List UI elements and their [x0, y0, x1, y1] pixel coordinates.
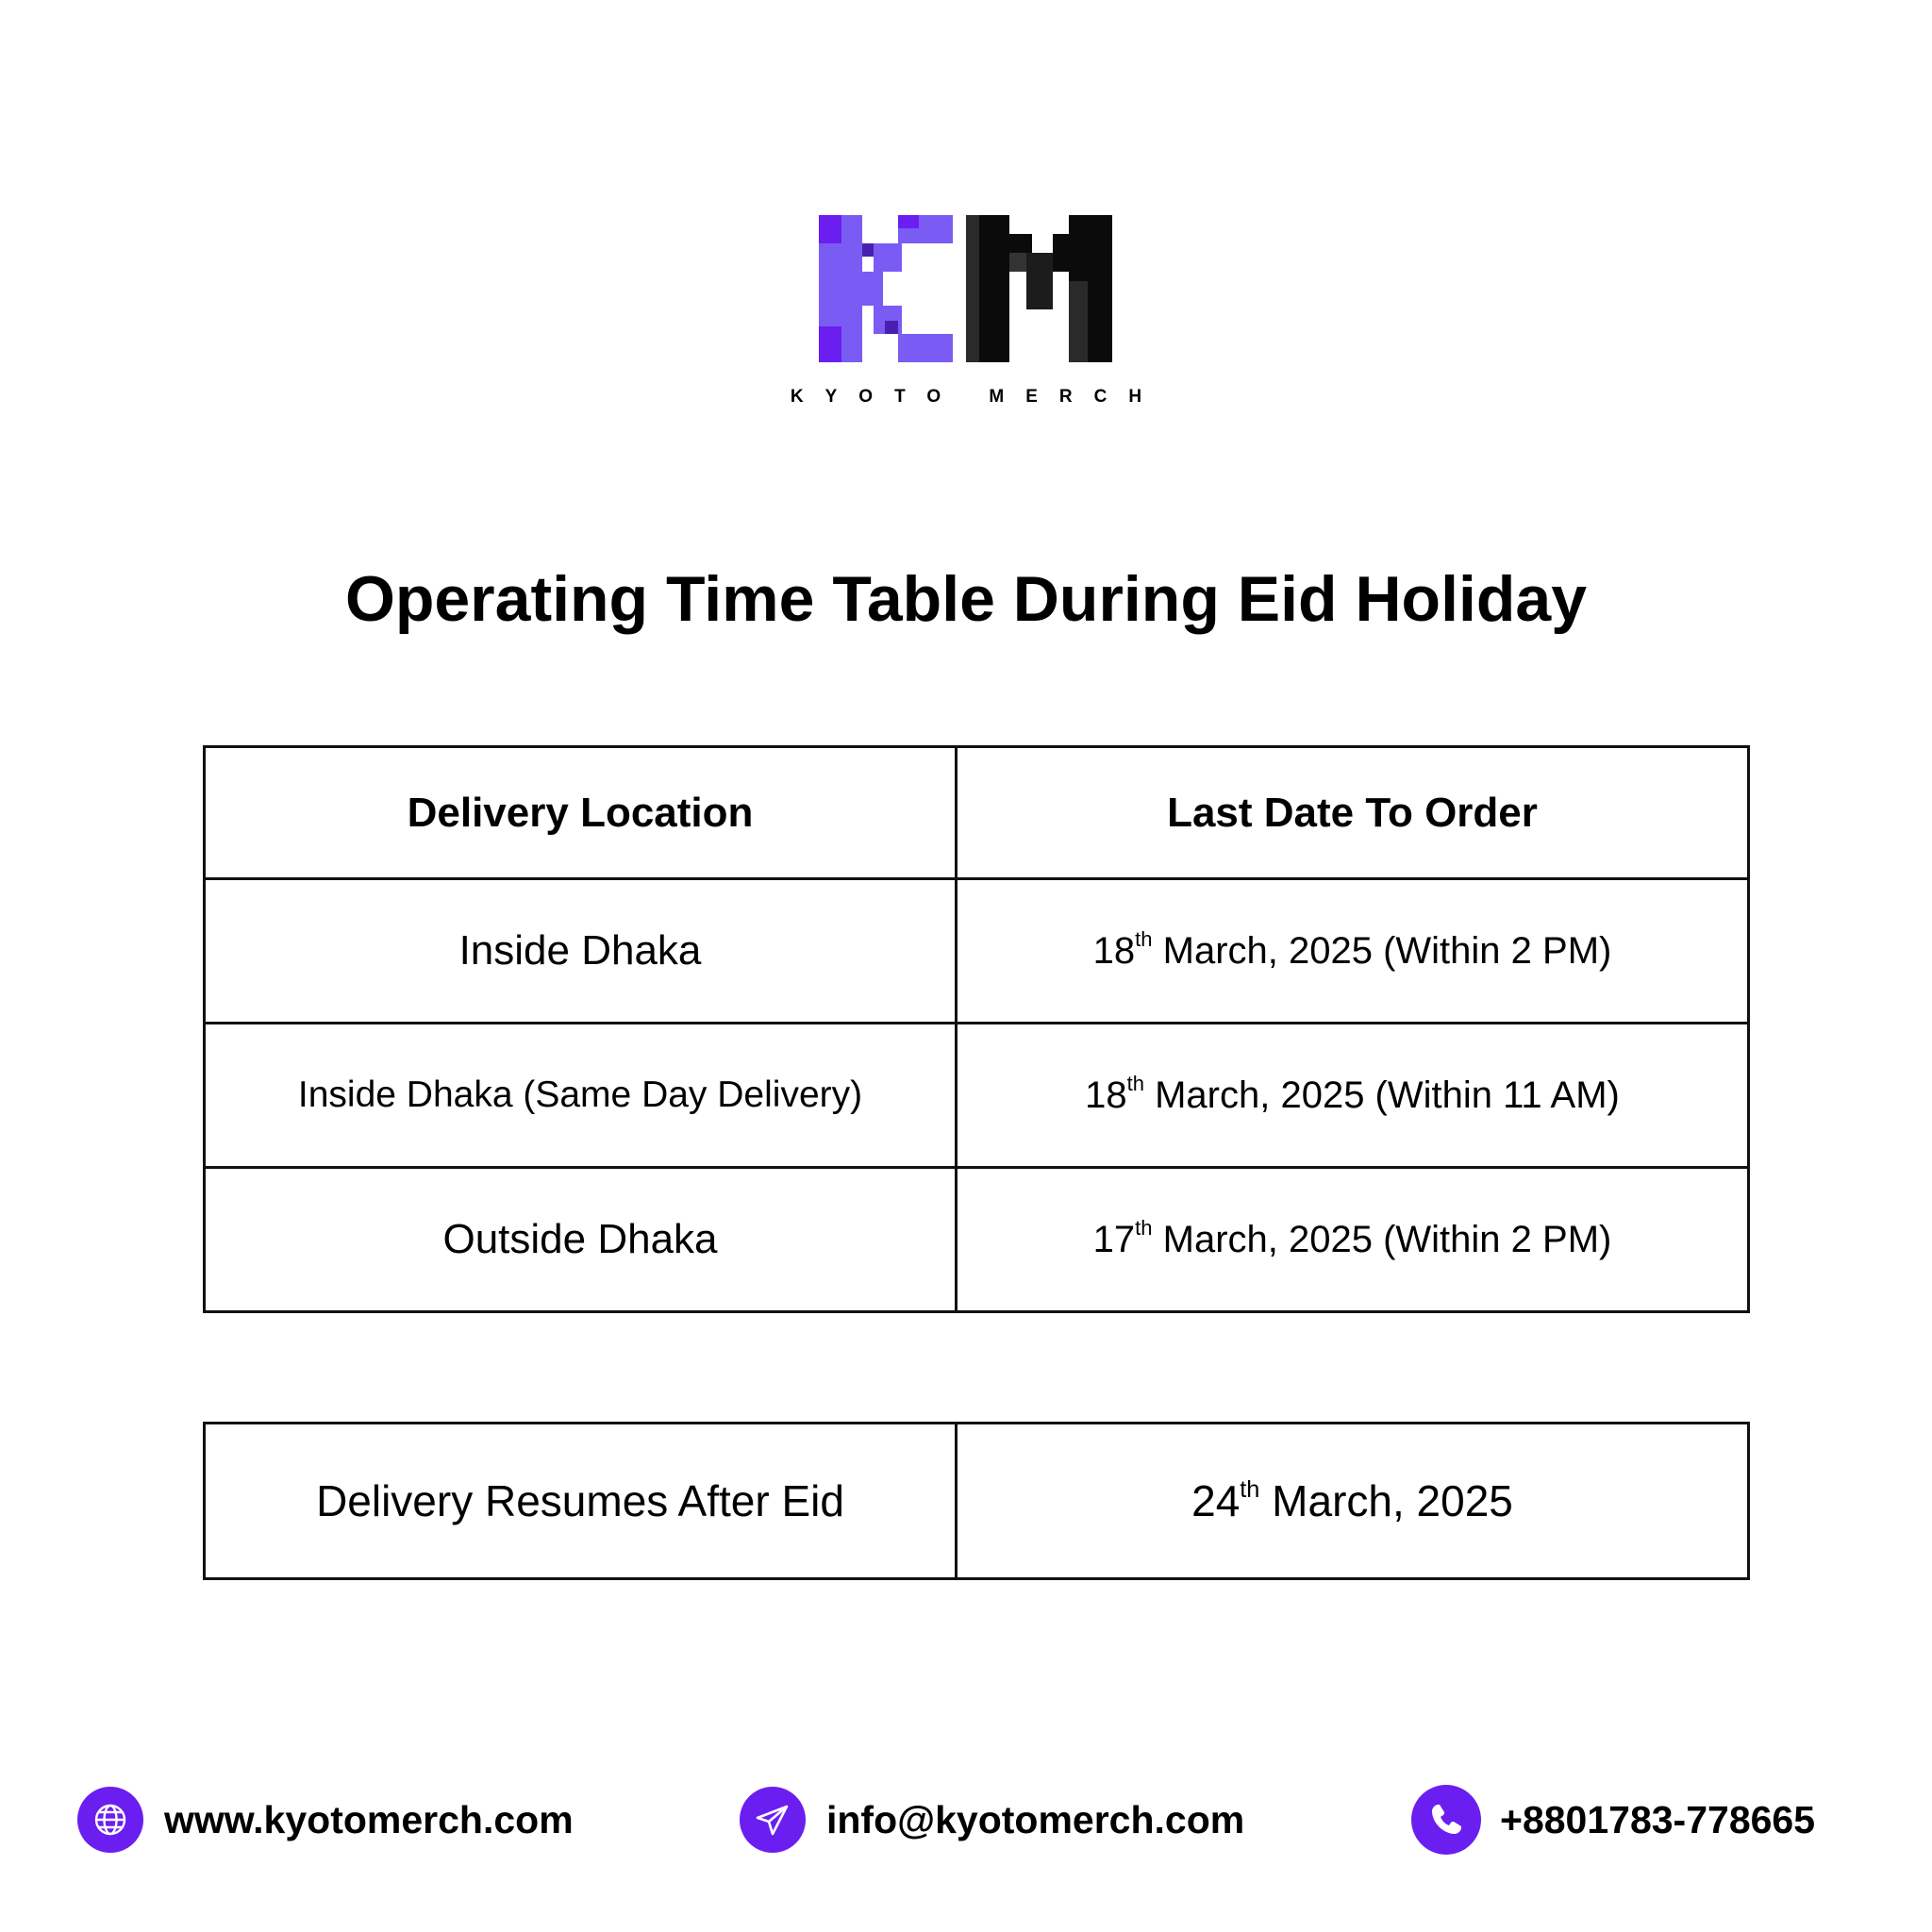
date-cell: 18th March, 2025 (Within 11 AM) — [957, 1024, 1749, 1168]
table-row — [205, 879, 1749, 1024]
location-cell: Inside Dhaka (Same Day Delivery) — [205, 1024, 957, 1168]
table-row — [205, 1168, 1749, 1312]
phone-number[interactable]: +8801783-778665 — [1500, 1797, 1816, 1841]
resume-date-cell: 24th March, 2025 — [957, 1424, 1749, 1579]
footer-email[interactable] — [740, 1785, 1244, 1855]
brand-logo — [819, 215, 1112, 362]
date-cell: 18th March, 2025 (Within 2 PM) — [957, 879, 1749, 1024]
footer-website[interactable] — [77, 1785, 574, 1855]
globe-icon — [77, 1787, 143, 1853]
header-delivery-location: Delivery Location — [205, 747, 957, 879]
location-cell: Outside Dhaka — [205, 1168, 957, 1312]
header-last-date: Last Date To Order — [957, 747, 1749, 879]
page-title: Operating Time Table During Eid Holiday — [344, 563, 1588, 635]
table-row — [205, 1424, 1749, 1579]
paper-plane-icon — [740, 1787, 806, 1853]
table-row — [205, 1024, 1749, 1168]
location-cell: Inside Dhaka — [205, 879, 957, 1024]
resume-label-cell: Delivery Resumes After Eid — [205, 1424, 957, 1579]
km-logo-icon — [819, 215, 1112, 362]
date-cell: 17th March, 2025 (Within 2 PM) — [957, 1168, 1749, 1312]
email-link[interactable]: info@kyotomerch.com — [826, 1797, 1245, 1841]
resume-table — [203, 1422, 1750, 1580]
website-link[interactable]: www.kyotomerch.com — [164, 1797, 574, 1841]
table-header-row — [205, 747, 1749, 879]
footer-phone[interactable] — [1411, 1785, 1815, 1855]
schedule-table — [203, 745, 1750, 1313]
phone-icon — [1411, 1785, 1481, 1855]
brand-name: KYOTO MERCH — [790, 387, 1164, 407]
